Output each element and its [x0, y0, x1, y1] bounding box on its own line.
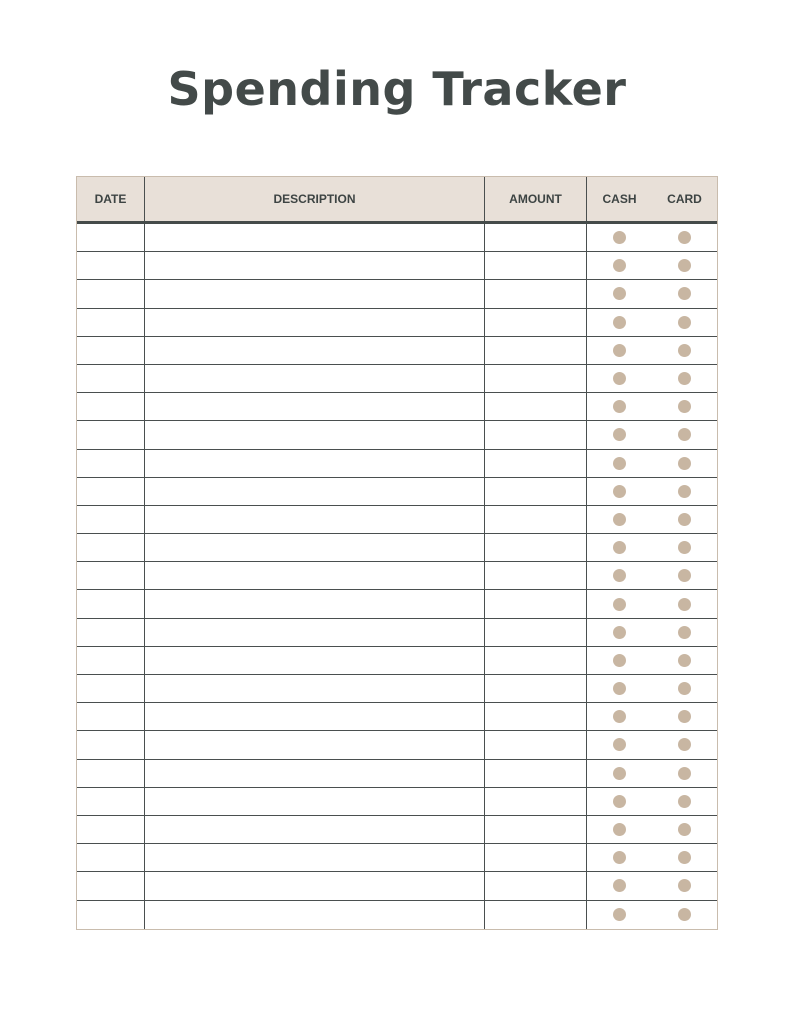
cash-checkbox[interactable] [613, 485, 626, 498]
cash-checkbox[interactable] [613, 259, 626, 272]
amount-cell[interactable] [485, 619, 587, 646]
date-cell[interactable] [77, 788, 145, 815]
table-row [77, 590, 717, 618]
amount-cell[interactable] [485, 731, 587, 758]
table-row [77, 309, 717, 337]
cash-checkbox[interactable] [613, 626, 626, 639]
card-checkbox[interactable] [678, 231, 691, 244]
table-row [77, 224, 717, 252]
payment-cell [587, 478, 717, 505]
cash-checkbox[interactable] [613, 316, 626, 329]
description-cell[interactable] [145, 280, 485, 307]
card-checkbox[interactable] [678, 908, 691, 921]
amount-cell[interactable] [485, 788, 587, 815]
cash-checkbox[interactable] [613, 400, 626, 413]
description-cell[interactable] [145, 534, 485, 561]
amount-cell[interactable] [485, 872, 587, 899]
description-cell[interactable] [145, 478, 485, 505]
card-checkbox[interactable] [678, 316, 691, 329]
description-cell[interactable] [145, 788, 485, 815]
payment-cell [587, 337, 717, 364]
header-description: DESCRIPTION [145, 177, 485, 221]
table-row [77, 562, 717, 590]
table-header [77, 177, 717, 224]
amount-cell[interactable] [485, 309, 587, 336]
description-cell[interactable] [145, 901, 485, 929]
cash-checkbox[interactable] [613, 372, 626, 385]
payment-cell [587, 901, 717, 929]
date-cell[interactable] [77, 675, 145, 702]
cash-checkbox[interactable] [613, 513, 626, 526]
description-cell[interactable] [145, 872, 485, 899]
payment-cell [587, 647, 717, 674]
table-row [77, 844, 717, 872]
cash-checkbox[interactable] [613, 457, 626, 470]
card-checkbox[interactable] [678, 851, 691, 864]
table-row [77, 619, 717, 647]
payment-cell [587, 393, 717, 420]
date-cell[interactable] [77, 731, 145, 758]
cash-checkbox[interactable] [613, 795, 626, 808]
payment-cell [587, 506, 717, 533]
description-cell[interactable] [145, 844, 485, 871]
amount-cell[interactable] [485, 590, 587, 617]
date-cell[interactable] [77, 590, 145, 617]
date-cell[interactable] [77, 534, 145, 561]
cash-checkbox[interactable] [613, 908, 626, 921]
cash-checkbox[interactable] [613, 851, 626, 864]
card-checkbox[interactable] [678, 738, 691, 751]
date-cell[interactable] [77, 506, 145, 533]
payment-cell [587, 309, 717, 336]
description-cell[interactable] [145, 816, 485, 843]
table-row [77, 647, 717, 675]
amount-cell[interactable] [485, 450, 587, 477]
card-checkbox[interactable] [678, 457, 691, 470]
header-cash: CASH [602, 192, 637, 206]
description-cell[interactable] [145, 619, 485, 646]
date-cell[interactable] [77, 421, 145, 448]
cash-checkbox[interactable] [613, 344, 626, 357]
date-cell[interactable] [77, 760, 145, 787]
date-cell[interactable] [77, 816, 145, 843]
date-cell[interactable] [77, 619, 145, 646]
date-cell[interactable] [77, 252, 145, 279]
table-row [77, 731, 717, 759]
date-cell[interactable] [77, 280, 145, 307]
date-cell[interactable] [77, 337, 145, 364]
card-checkbox[interactable] [678, 767, 691, 780]
payment-cell [587, 788, 717, 815]
amount-cell[interactable] [485, 421, 587, 448]
table-row [77, 450, 717, 478]
cash-checkbox[interactable] [613, 823, 626, 836]
table-row [77, 872, 717, 900]
amount-cell[interactable] [485, 337, 587, 364]
payment-cell [587, 760, 717, 787]
payment-cell [587, 731, 717, 758]
description-cell[interactable] [145, 421, 485, 448]
amount-cell[interactable] [485, 844, 587, 871]
cash-checkbox[interactable] [613, 654, 626, 667]
payment-cell [587, 619, 717, 646]
description-cell[interactable] [145, 703, 485, 730]
table-row [77, 280, 717, 308]
table-row [77, 675, 717, 703]
cash-checkbox[interactable] [613, 710, 626, 723]
description-cell[interactable] [145, 337, 485, 364]
description-cell[interactable] [145, 450, 485, 477]
table-row [77, 534, 717, 562]
payment-cell [587, 590, 717, 617]
amount-cell[interactable] [485, 478, 587, 505]
table-row [77, 901, 717, 929]
date-cell[interactable] [77, 478, 145, 505]
payment-cell [587, 703, 717, 730]
card-checkbox[interactable] [678, 259, 691, 272]
amount-cell[interactable] [485, 252, 587, 279]
cash-checkbox[interactable] [613, 231, 626, 244]
description-cell[interactable] [145, 393, 485, 420]
payment-cell [587, 816, 717, 843]
cash-checkbox[interactable] [613, 287, 626, 300]
payment-cell [587, 872, 717, 899]
description-cell[interactable] [145, 365, 485, 392]
card-checkbox[interactable] [678, 485, 691, 498]
amount-cell[interactable] [485, 562, 587, 589]
card-checkbox[interactable] [678, 344, 691, 357]
amount-cell[interactable] [485, 506, 587, 533]
card-checkbox[interactable] [678, 795, 691, 808]
payment-cell [587, 252, 717, 279]
card-checkbox[interactable] [678, 569, 691, 582]
card-checkbox[interactable] [678, 513, 691, 526]
card-checkbox[interactable] [678, 541, 691, 554]
amount-cell[interactable] [485, 816, 587, 843]
table-row [77, 337, 717, 365]
amount-cell[interactable] [485, 365, 587, 392]
spending-table [76, 176, 718, 930]
table-row [77, 760, 717, 788]
table-row [77, 252, 717, 280]
header-card: CARD [667, 192, 702, 206]
table-row [77, 788, 717, 816]
table-row [77, 421, 717, 449]
amount-cell[interactable] [485, 675, 587, 702]
description-cell[interactable] [145, 760, 485, 787]
header-date: DATE [77, 177, 145, 221]
date-cell[interactable] [77, 450, 145, 477]
description-cell[interactable] [145, 506, 485, 533]
page-title: Spending Tracker [167, 62, 627, 116]
description-cell[interactable] [145, 731, 485, 758]
table-row [77, 506, 717, 534]
date-cell[interactable] [77, 901, 145, 929]
cash-checkbox[interactable] [613, 767, 626, 780]
cash-checkbox[interactable] [613, 428, 626, 441]
description-cell[interactable] [145, 675, 485, 702]
payment-cell [587, 224, 717, 251]
card-checkbox[interactable] [678, 682, 691, 695]
table-row [77, 816, 717, 844]
cash-checkbox[interactable] [613, 738, 626, 751]
amount-cell[interactable] [485, 534, 587, 561]
card-checkbox[interactable] [678, 879, 691, 892]
card-checkbox[interactable] [678, 400, 691, 413]
date-cell[interactable] [77, 647, 145, 674]
amount-cell[interactable] [485, 901, 587, 929]
date-cell[interactable] [77, 393, 145, 420]
payment-cell [587, 534, 717, 561]
table-row [77, 365, 717, 393]
table-row [77, 703, 717, 731]
date-cell[interactable] [77, 703, 145, 730]
date-cell[interactable] [77, 844, 145, 871]
date-cell[interactable] [77, 872, 145, 899]
date-cell[interactable] [77, 224, 145, 251]
table-row [77, 478, 717, 506]
header-payment [587, 177, 717, 221]
description-cell[interactable] [145, 252, 485, 279]
header-amount: AMOUNT [485, 177, 587, 221]
payment-cell [587, 280, 717, 307]
description-cell[interactable] [145, 224, 485, 251]
date-cell[interactable] [77, 309, 145, 336]
card-checkbox[interactable] [678, 372, 691, 385]
amount-cell[interactable] [485, 703, 587, 730]
table-body [77, 224, 717, 929]
card-checkbox[interactable] [678, 428, 691, 441]
table-row [77, 393, 717, 421]
date-cell[interactable] [77, 365, 145, 392]
amount-cell[interactable] [485, 647, 587, 674]
payment-cell [587, 421, 717, 448]
amount-cell[interactable] [485, 280, 587, 307]
card-checkbox[interactable] [678, 598, 691, 611]
description-cell[interactable] [145, 647, 485, 674]
amount-cell[interactable] [485, 393, 587, 420]
cash-checkbox[interactable] [613, 879, 626, 892]
card-checkbox[interactable] [678, 287, 691, 300]
payment-cell [587, 562, 717, 589]
payment-cell [587, 365, 717, 392]
payment-cell [587, 450, 717, 477]
card-checkbox[interactable] [678, 626, 691, 639]
cash-checkbox[interactable] [613, 598, 626, 611]
date-cell[interactable] [77, 562, 145, 589]
cash-checkbox[interactable] [613, 682, 626, 695]
description-cell[interactable] [145, 562, 485, 589]
description-cell[interactable] [145, 309, 485, 336]
cash-checkbox[interactable] [613, 569, 626, 582]
card-checkbox[interactable] [678, 710, 691, 723]
card-checkbox[interactable] [678, 654, 691, 667]
payment-cell [587, 675, 717, 702]
amount-cell[interactable] [485, 760, 587, 787]
amount-cell[interactable] [485, 224, 587, 251]
card-checkbox[interactable] [678, 823, 691, 836]
cash-checkbox[interactable] [613, 541, 626, 554]
payment-cell [587, 844, 717, 871]
description-cell[interactable] [145, 590, 485, 617]
